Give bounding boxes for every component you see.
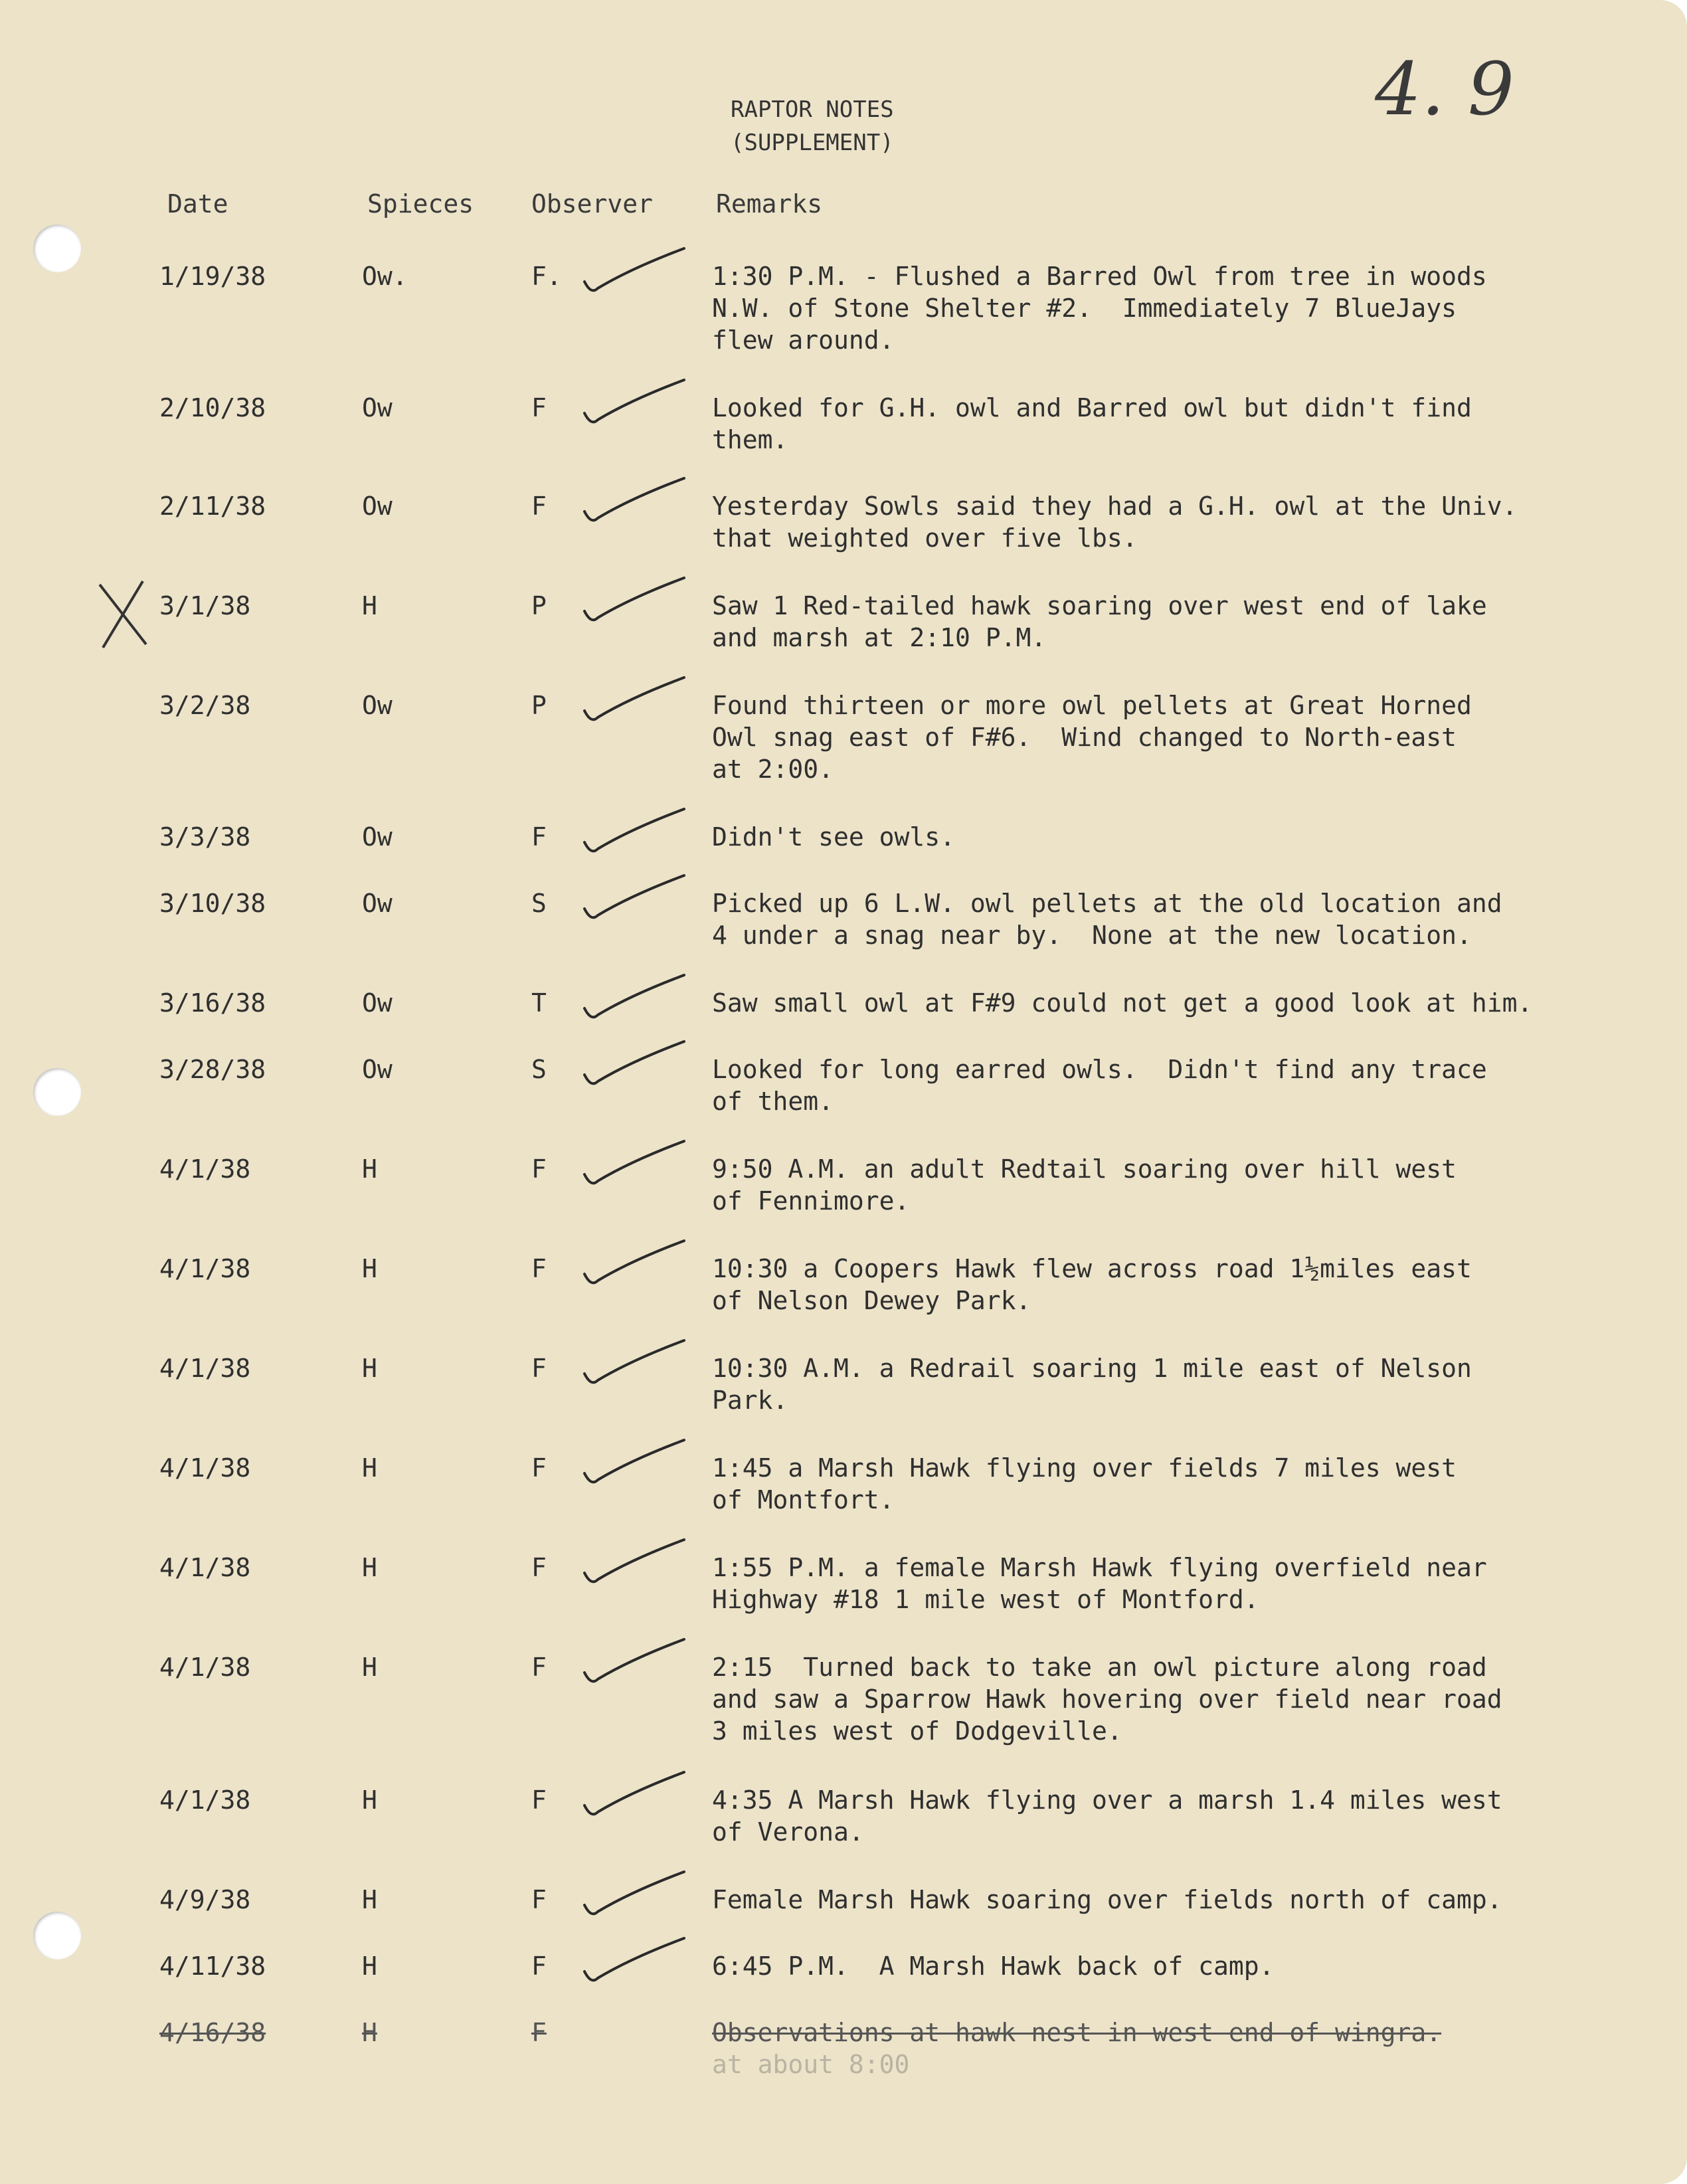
row-remarks: 2:15 Turned back to take an owl picture along road and saw a Sparrow Hawk hovering over field near road 3 miles west of Dodgeville.	[712, 1653, 1502, 1746]
checkmark-icon	[571, 1135, 704, 1194]
row-date: 3/10/38	[159, 889, 266, 918]
row-observer: S	[531, 1055, 547, 1084]
row-species: Ow	[362, 822, 393, 852]
row-remarks: Female Marsh Hawk soaring over fields north of camp.	[712, 1885, 1502, 1914]
row-species: Ow	[362, 988, 393, 1018]
checkmark-icon	[571, 373, 704, 433]
checkmark-icon	[571, 472, 704, 531]
checkmark-icon	[571, 1234, 704, 1294]
row-species: H	[362, 1952, 377, 1981]
checkmark-icon	[571, 869, 704, 929]
row-date: 2/10/38	[159, 393, 266, 422]
row-date: 1/19/38	[159, 262, 266, 291]
row-date: 4/1/38	[159, 1354, 251, 1383]
margin-x-mark	[93, 578, 153, 651]
row-species: Ow	[362, 1055, 393, 1084]
checkmark-icon	[571, 802, 704, 862]
row-date: 4/1/38	[159, 1254, 251, 1283]
row-date: 3/3/38	[159, 822, 251, 852]
punch-hole-top	[33, 225, 81, 272]
row-date: 4/1/38	[159, 1785, 251, 1815]
row-observer: F	[531, 1154, 547, 1184]
row-observer: P	[531, 691, 547, 720]
punch-hole-middle	[33, 1068, 81, 1116]
column-header-observer: Observer	[531, 189, 654, 219]
row-species: H	[362, 1653, 377, 1682]
row-date: 4/9/38	[159, 1885, 251, 1914]
row-remarks: Looked for G.H. owl and Barred owl but didn't find them.	[712, 393, 1472, 454]
row-observer: F	[531, 492, 547, 521]
row-species: H	[362, 1254, 377, 1283]
row-remarks: 10:30 A.M. a Redrail soaring 1 mile east of Nelson Park.	[712, 1354, 1472, 1415]
row-date: 2/11/38	[159, 492, 266, 521]
checkmark-icon	[571, 1633, 704, 1692]
row-species: H	[362, 1885, 377, 1914]
column-header-species: Spieces	[367, 189, 474, 219]
row-date: 4/11/38	[159, 1952, 266, 1981]
checkmark-icon	[571, 1433, 704, 1493]
row-species: Ow	[362, 492, 393, 521]
title-line-1: RAPTOR NOTES	[731, 96, 894, 123]
row-remarks: Observations at hawk nest in west end of wingra.	[712, 2018, 1442, 2047]
handwritten-corner-mark: 4. 9	[1375, 46, 1514, 132]
row-species: Ow	[362, 889, 393, 918]
row-observer: F.	[531, 262, 562, 291]
row-remarks: 1:45 a Marsh Hawk flying over fields 7 miles west of Montfort.	[712, 1453, 1457, 1514]
row-observer: P	[531, 591, 547, 620]
checkmark-icon	[571, 968, 704, 1028]
row-remarks: Picked up 6 L.W. owl pellets at the old location and 4 under a snag near by. None at the new location.	[712, 889, 1502, 950]
row-remarks: 1:55 P.M. a female Marsh Hawk flying overfield near Highway #18 1 mile west of Montford.	[712, 1553, 1487, 1614]
row-remarks: 1:30 P.M. - Flushed a Barred Owl from tree in woods N.W. of Stone Shelter #2. Immediately 7 BlueJays flew around.	[712, 262, 1487, 355]
row-species: Ow	[362, 393, 393, 422]
row-date: 4/1/38	[159, 1553, 251, 1582]
row-date: 3/28/38	[159, 1055, 266, 1084]
row-observer: F	[531, 1553, 547, 1582]
row-observer: F	[531, 1254, 547, 1283]
row-date: 4/1/38	[159, 1653, 251, 1682]
row-remarks: Yesterday Sowls said they had a G.H. owl at the Univ. that weighted over five lbs.	[712, 492, 1518, 553]
row-observer: F	[531, 1952, 547, 1981]
row-remarks: 4:35 A Marsh Hawk flying over a marsh 1.4 miles west of Verona.	[712, 1785, 1502, 1847]
row-remarks: Didn't see owls.	[712, 822, 956, 852]
row-observer: F	[531, 822, 547, 852]
row-remarks: 9:50 A.M. an adult Redtail soaring over hill west of Fennimore.	[712, 1154, 1457, 1216]
checkmark-icon	[571, 571, 704, 631]
column-header-remarks: Remarks	[716, 189, 823, 219]
row-faint-note: at about 8:00	[712, 2050, 910, 2079]
row-date: 3/1/38	[159, 591, 251, 620]
checkmark-icon	[571, 1766, 704, 1825]
row-species: H	[362, 1453, 377, 1483]
checkmark-icon	[571, 1035, 704, 1095]
checkmark-icon	[571, 1533, 704, 1593]
row-remarks: Looked for long earred owls. Didn't find any trace of them.	[712, 1055, 1487, 1116]
row-remarks: 6:45 P.M. A Marsh Hawk back of camp.	[712, 1952, 1275, 1981]
checkmark-icon	[571, 1865, 704, 1925]
row-observer: F	[531, 1653, 547, 1682]
title-line-2: (SUPPLEMENT)	[731, 130, 894, 156]
row-date: 4/1/38	[159, 1453, 251, 1483]
row-remarks: Saw 1 Red-tailed hawk soaring over west end of lake and marsh at 2:10 P.M.	[712, 591, 1487, 652]
row-observer: F	[531, 1885, 547, 1914]
row-date: 4/16/38	[159, 2018, 266, 2047]
checkmark-icon	[571, 1334, 704, 1394]
row-observer: T	[531, 988, 547, 1018]
checkmark-icon	[571, 671, 704, 731]
punch-hole-bottom	[33, 1912, 81, 1959]
row-species: Ow.	[362, 262, 408, 291]
row-observer: F	[531, 1785, 547, 1815]
row-species: H	[362, 1154, 377, 1184]
row-observer: F	[531, 2018, 547, 2047]
row-remarks: Saw small owl at F#9 could not get a good look at him.	[712, 988, 1533, 1018]
checkmark-icon	[571, 1932, 704, 1991]
row-date: 3/2/38	[159, 691, 251, 720]
row-date: 4/1/38	[159, 1154, 251, 1184]
row-species: Ow	[362, 691, 393, 720]
checkmark-icon	[571, 242, 704, 302]
row-observer: F	[531, 1354, 547, 1383]
document-title	[731, 93, 930, 159]
row-observer: F	[531, 393, 547, 422]
row-species: H	[362, 1785, 377, 1815]
column-header-date: Date	[167, 189, 228, 219]
row-species: H	[362, 1354, 377, 1383]
row-species: H	[362, 2018, 377, 2047]
row-remarks: Found thirteen or more owl pellets at Great Horned Owl snag east of F#6. Wind changed to North-east at 2:00.	[712, 691, 1472, 784]
row-species: H	[362, 591, 377, 620]
row-remarks: 10:30 a Coopers Hawk flew across road 1½miles east of Nelson Dewey Park.	[712, 1254, 1472, 1315]
row-observer: S	[531, 889, 547, 918]
row-observer: F	[531, 1453, 547, 1483]
row-date: 3/16/38	[159, 988, 266, 1018]
row-species: H	[362, 1553, 377, 1582]
